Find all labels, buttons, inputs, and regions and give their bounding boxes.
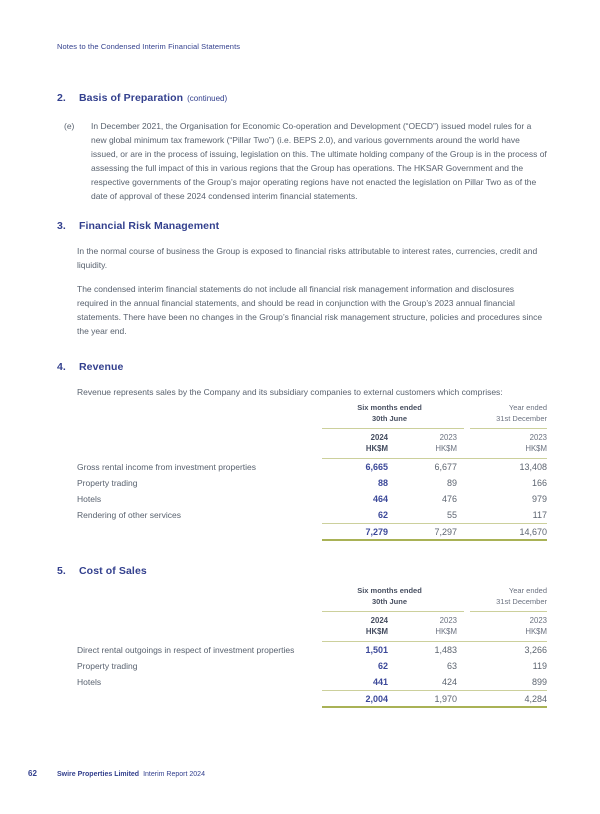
column-header-2024: 2024 HK$M <box>365 433 388 453</box>
page-number: 62 <box>28 769 37 778</box>
table-row <box>77 475 547 491</box>
value-2023: 424 <box>441 677 457 687</box>
period-header-row <box>322 585 547 611</box>
period-header-year-ended: Year ended 31st December <box>496 586 547 606</box>
value-2023: 55 <box>446 510 457 520</box>
table-row <box>77 674 547 690</box>
value-2024: 62 <box>377 661 388 671</box>
value-2024: 441 <box>372 677 388 687</box>
note-e-item <box>64 119 547 203</box>
column-header-row <box>322 612 547 641</box>
table-row <box>77 507 547 523</box>
financial-risk-paragraph-2: The condensed interim financial statements do not include all financial risk management information and disclosures required in the annual financial statements, and should be read in conjunction with the Group’s 2023 annual financial statements. There have been no changes in the Group’s financial risk management structure, policies and procedures since the year end. <box>77 284 543 336</box>
revenue-table <box>77 402 547 541</box>
column-header-row <box>322 429 547 458</box>
row-label: Property trading <box>77 661 138 671</box>
value-2024: 1,501 <box>365 645 388 655</box>
period-header-row <box>322 402 547 428</box>
value-2024: 464 <box>372 494 388 504</box>
note-e-marker: (e) <box>64 121 75 131</box>
value-2024: 62 <box>377 510 388 520</box>
footer-company: Swire Properties Limited <box>57 771 140 778</box>
table-row <box>77 459 547 475</box>
value-2023: 63 <box>446 661 457 671</box>
value-2023: 7,297 <box>434 526 457 537</box>
section-3-heading <box>57 220 219 232</box>
section-number: 3. <box>57 220 66 232</box>
section-number: 2. <box>57 92 66 104</box>
table-rule <box>322 611 547 612</box>
value-full-year: 119 <box>532 661 547 671</box>
value-full-year: 899 <box>531 677 547 687</box>
section-2-heading <box>57 92 227 104</box>
column-header-2023-interim: 2023 HK$M <box>435 616 457 636</box>
section-title: Revenue <box>79 361 124 373</box>
period-header-six-months: Six months ended 30th June <box>357 403 422 423</box>
revenue-intro: Revenue represents sales by the Company and its subsidiary companies to external customers which comprises: <box>77 387 503 397</box>
total-row <box>77 524 547 539</box>
column-header-2023-interim: 2023 HK$M <box>435 433 457 453</box>
total-row <box>77 691 547 706</box>
section-title: Financial Risk Management <box>79 220 220 232</box>
table-rule <box>322 428 547 429</box>
cost-of-sales-table <box>77 585 547 708</box>
section-number: 4. <box>57 361 66 373</box>
running-header: Notes to the Condensed Interim Financial Statements <box>57 42 241 51</box>
value-full-year: 4,284 <box>524 693 547 704</box>
section-5-heading <box>57 565 147 577</box>
period-header-six-months: Six months ended 30th June <box>357 586 422 606</box>
table-row <box>77 491 547 507</box>
value-2023: 89 <box>446 478 457 488</box>
value-2023: 476 <box>441 494 457 504</box>
column-header-2024: 2024 HK$M <box>365 616 388 636</box>
row-label: Hotels <box>77 494 102 504</box>
row-label: Property trading <box>77 478 138 488</box>
table-row <box>77 658 547 674</box>
value-full-year: 13,408 <box>519 462 547 472</box>
column-header-2023-annual: 2023 HK$M <box>525 433 547 453</box>
value-2023: 1,483 <box>434 645 457 655</box>
section-title: Basis of Preparation <box>79 92 184 104</box>
footer-report-title: Interim Report 2024 <box>143 771 205 778</box>
value-full-year: 979 <box>531 494 547 504</box>
section-title: Cost of Sales <box>79 565 147 577</box>
column-header-2023-annual: 2023 HK$M <box>525 616 547 636</box>
value-full-year: 14,670 <box>519 526 547 537</box>
section-number: 5. <box>57 565 66 577</box>
value-full-year: 166 <box>531 478 547 488</box>
row-label: Hotels <box>77 677 102 687</box>
row-label: Rendering of other services <box>77 510 181 520</box>
value-full-year: 3,266 <box>524 645 547 655</box>
value-2024: 7,279 <box>365 526 388 537</box>
value-2023: 6,677 <box>434 462 457 472</box>
value-2024: 88 <box>377 478 388 488</box>
period-header-year-ended: Year ended 31st December <box>496 403 547 423</box>
table-rule-strong <box>322 539 547 541</box>
footer <box>28 769 205 778</box>
note-e-text: In December 2021, the Organisation for Economic Co-operation and Development (“OECD”) issued model rules for a new global minimum tax framework (“Pillar Two”) (i.e. BEPS 2.0), and various governments around the world have issued, or are in the process of issuing, legislation on this. The ultimate holding company of the Group is in the process of assessing the full impact of this in various regions that the Group has operations. The HKSAR Government and the respective governments of the Group’s major operating regions have not enacted the legislation on Pillar Two as of the date of approval of these 2024 condensed interim financial statements. <box>91 121 547 201</box>
value-2024: 6,665 <box>365 462 388 472</box>
financial-risk-paragraph-1: In the normal course of business the Group is exposed to financial risks attributable to interest rates, currencies, credit and liquidity. <box>77 246 538 270</box>
value-2023: 1,970 <box>434 693 457 704</box>
continued-label: (continued) <box>187 94 228 103</box>
row-label: Direct rental outgoings in respect of investment properties <box>77 645 295 655</box>
value-full-year: 117 <box>532 510 547 520</box>
table-rule-strong <box>322 706 547 708</box>
row-label: Gross rental income from investment properties <box>77 462 257 472</box>
table-row <box>77 642 547 658</box>
value-2024: 2,004 <box>365 693 388 704</box>
section-4-heading <box>57 361 123 373</box>
